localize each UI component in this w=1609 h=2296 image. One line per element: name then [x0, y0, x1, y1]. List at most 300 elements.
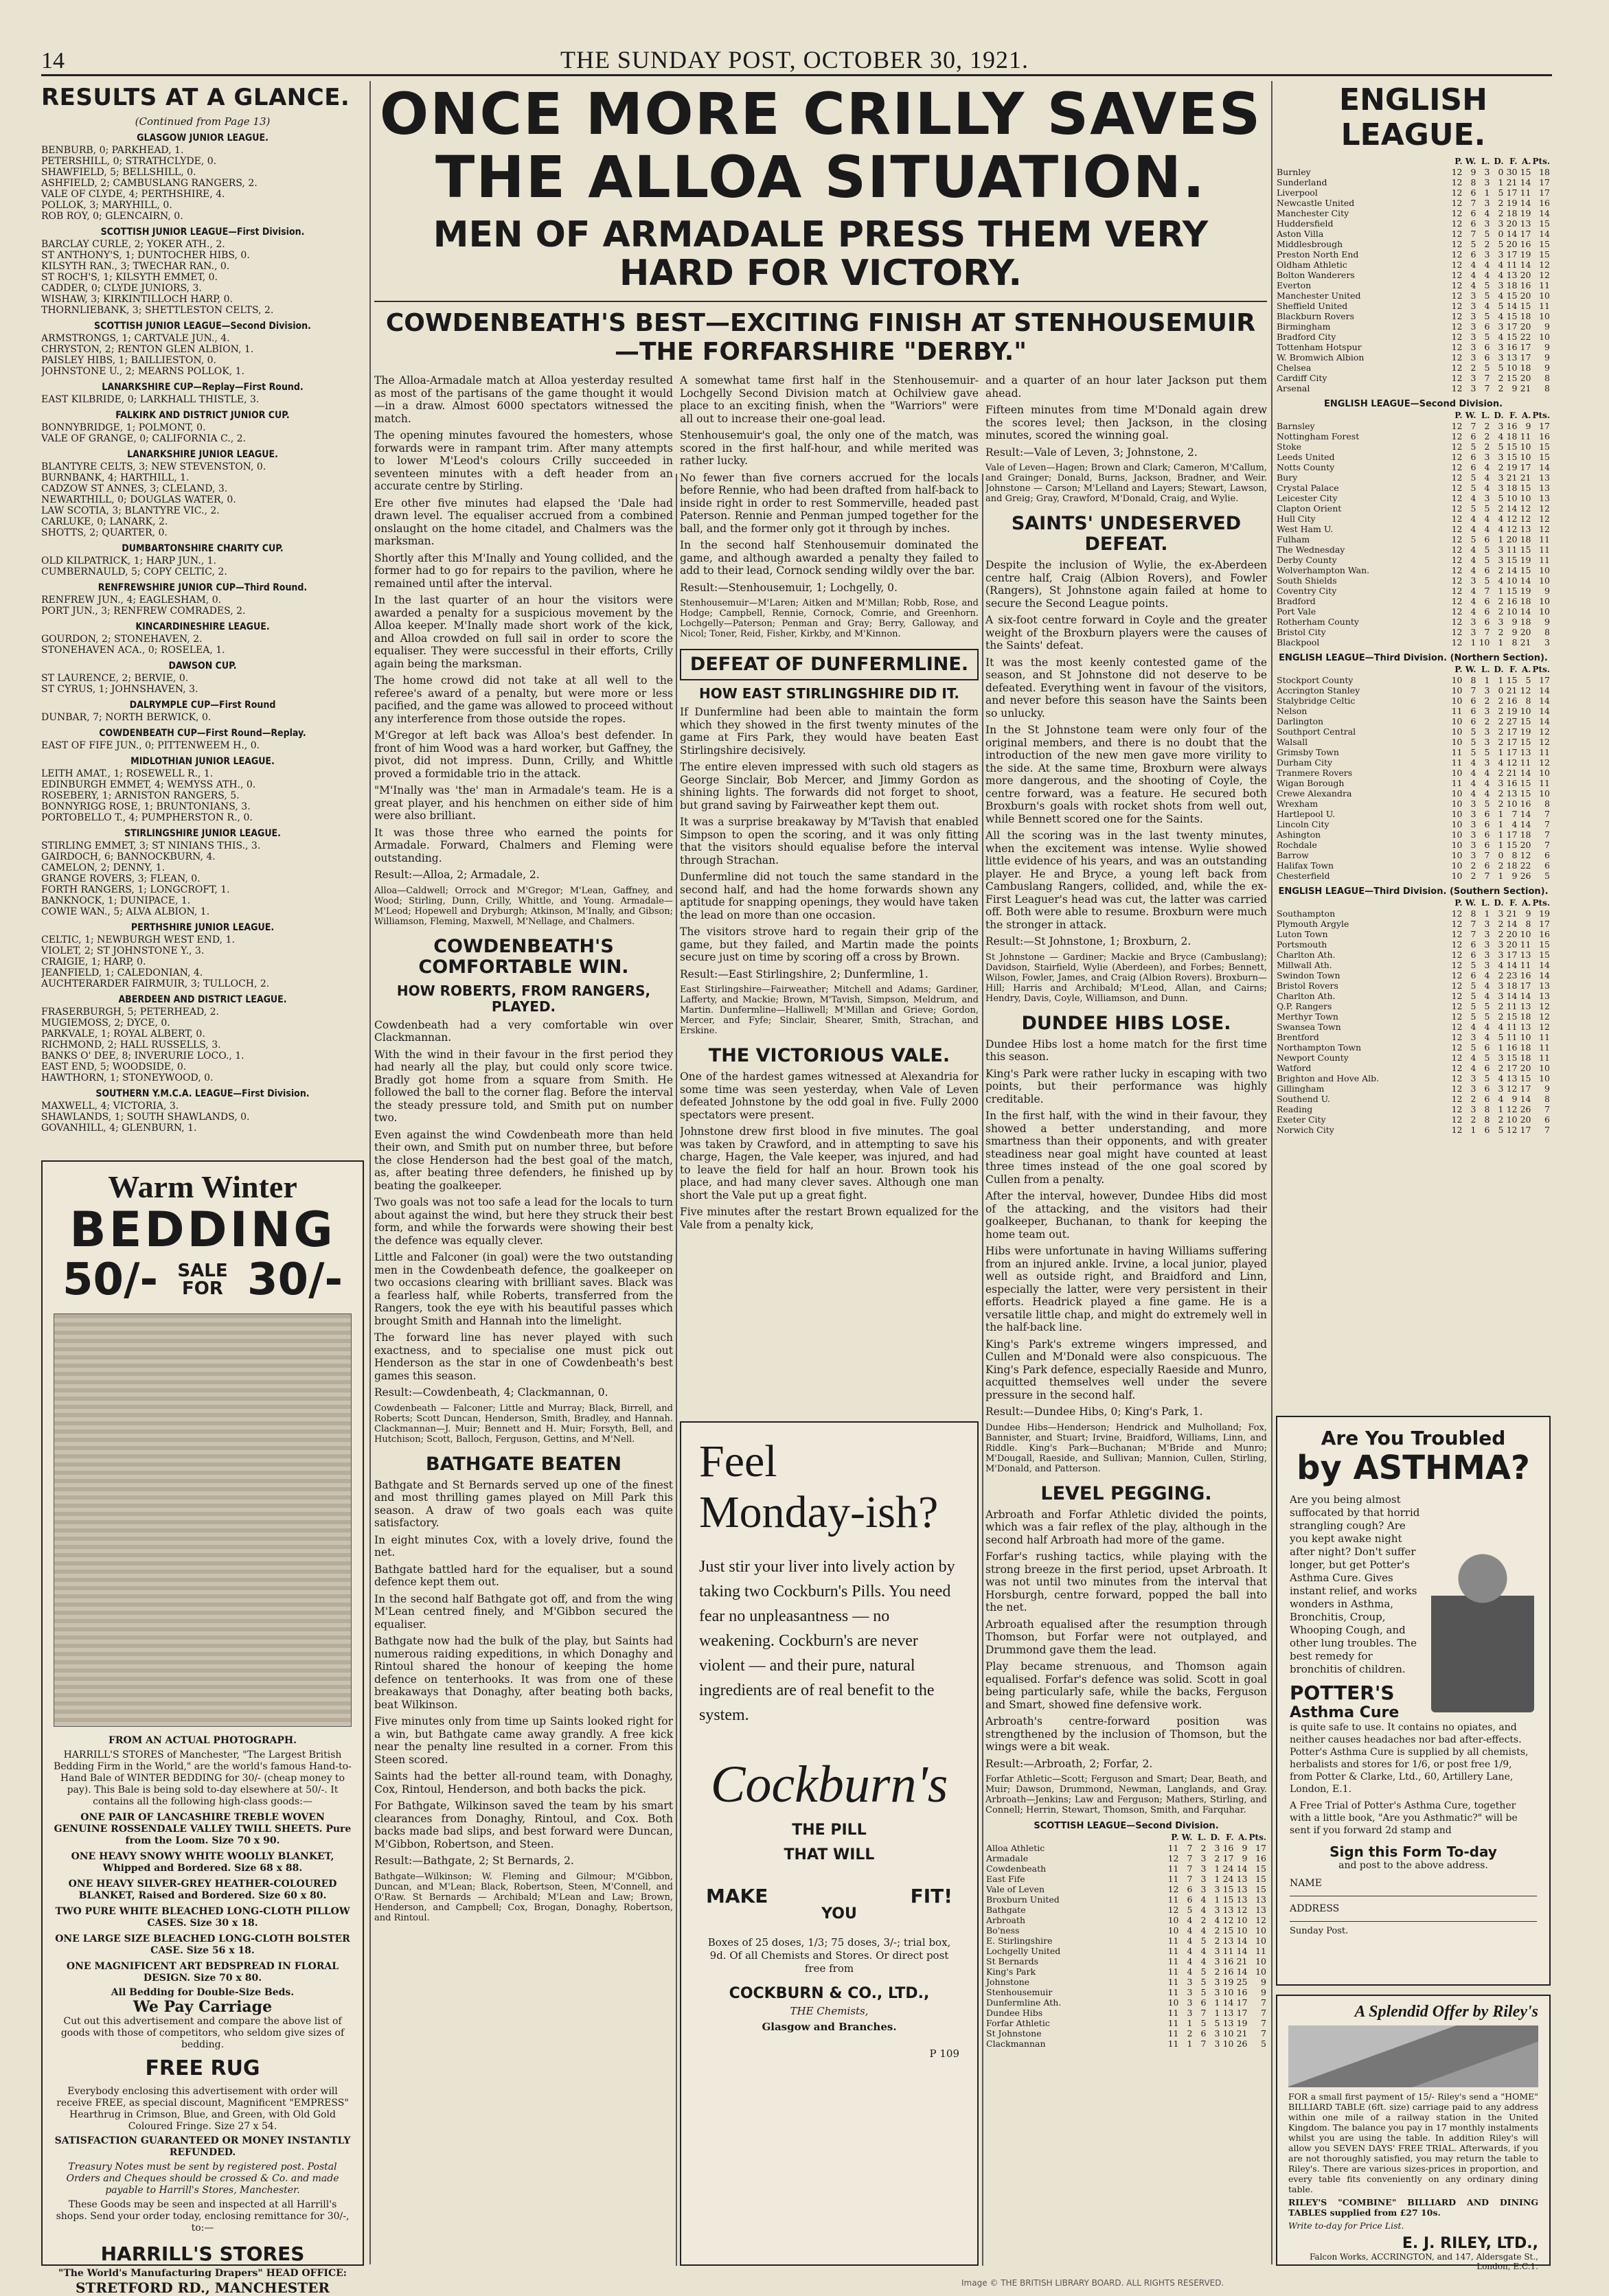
stat-cell: 14	[1520, 768, 1531, 778]
stat-cell: 3	[1470, 311, 1476, 321]
stat-cell: 12	[1451, 1104, 1463, 1114]
stat-cell: 17	[1506, 726, 1518, 737]
stat-cell: 10	[1451, 850, 1463, 860]
stat-cell: 0	[1498, 685, 1504, 696]
table-row	[985, 2039, 1267, 2049]
stat-cell: 9	[1511, 617, 1518, 627]
asthma-advertisement	[1276, 1416, 1551, 1986]
stat-cell: 3	[1214, 1884, 1220, 1894]
stat-cell: 6	[1470, 970, 1476, 980]
table-row	[1276, 239, 1551, 249]
team-name-cell: Blackburn Rovers	[1277, 311, 1355, 321]
table-row	[1276, 960, 1551, 970]
stat-cell: 2	[1498, 198, 1504, 208]
table-header-cell	[985, 1833, 1166, 1843]
stat-cell: 5	[1470, 1011, 1476, 1022]
stat-cell: 2	[1200, 1843, 1207, 1853]
team-name-cell: St Johnstone	[986, 2028, 1042, 2039]
stat-cell: 14	[1506, 229, 1518, 239]
result-line: SHAWFIELD, 5; BELLSHILL, 0.	[41, 167, 196, 178]
table-row	[1276, 829, 1551, 840]
result-line: LAW SCOTIA, 3; BLANTYRE VIC., 2.	[41, 505, 220, 516]
report-paragraph: In the second half Stenhousemuir dominated the game, and although awarded a penalty they failed to add to their lead, Cornock sending wildly over the bar.	[680, 539, 979, 577]
stat-cell: 8	[1484, 1104, 1490, 1114]
stat-cell: 12	[1451, 503, 1463, 514]
result-line: CRAIGIE, 1; HARP, 0.	[41, 956, 146, 967]
address-field[interactable]: ADDRESS	[1290, 1903, 1537, 1922]
stat-cell: 12	[1451, 177, 1463, 187]
stat-cell: 5	[1200, 1987, 1207, 1997]
stat-cell: 21	[1506, 177, 1518, 187]
stat-cell: 16	[1506, 421, 1518, 431]
stat-cell: 17	[1539, 919, 1550, 929]
stat-cell: 11	[1539, 280, 1550, 290]
stat-cell: 10	[1520, 1032, 1531, 1042]
team-name-cell: Barnsley	[1277, 421, 1315, 431]
stat-cell: 4	[1484, 1032, 1490, 1042]
stat-cell: 17	[1506, 829, 1518, 840]
stat-cell: 3	[1470, 809, 1476, 819]
table-row	[1276, 706, 1551, 716]
table-header-cell: Pts.	[1532, 898, 1550, 908]
stat-cell: 21	[1520, 472, 1531, 483]
stat-cell: 2	[1498, 596, 1504, 606]
stat-cell: 15	[1506, 840, 1518, 850]
team-name-cell: Charlton Ath.	[1277, 991, 1336, 1001]
stat-cell: 9	[1544, 617, 1550, 627]
stat-cell: 20	[1520, 1063, 1531, 1073]
stat-cell: 12	[1451, 301, 1463, 311]
stat-cell: 4	[1484, 778, 1490, 788]
stat-cell: 1	[1470, 1125, 1476, 1135]
stat-cell: 21	[1506, 768, 1518, 778]
table-row	[1276, 383, 1551, 393]
riley-advertisement	[1276, 1995, 1551, 2271]
stat-cell: 3	[1498, 352, 1504, 363]
stat-cell: 6	[1484, 819, 1490, 829]
stat-cell: 4	[1498, 1022, 1504, 1032]
report-paragraph: Despite the inclusion of Wylie, the ex-Aberdeen centre half, Craig (Albion Rovers), and Fowler (Rangers), St Johnstone again failed at home to secure the Second League points.	[985, 559, 1267, 610]
riley-head: A Splendid Offer by Riley's	[1354, 2003, 1538, 2021]
cockburn-head1: Feel	[699, 1436, 777, 1486]
team-name-cell: Portsmouth	[1277, 939, 1327, 950]
stat-cell: 14	[1539, 696, 1550, 706]
stat-cell: 14	[1506, 503, 1518, 514]
stat-cell: 9	[1511, 871, 1518, 881]
team-name-cell: Rotherham County	[1277, 617, 1359, 627]
stat-cell: 15	[1255, 1884, 1266, 1894]
table-row	[1276, 1053, 1551, 1063]
league-name: LANARKSHIRE CUP—Replay—First Round.	[102, 382, 304, 393]
team-name-cell: Dunfermline Ath.	[986, 1997, 1062, 2008]
stat-cell: 3	[1498, 555, 1504, 565]
stat-cell: 19	[1506, 462, 1518, 472]
stat-cell: 2	[1498, 706, 1504, 716]
stat-cell: 2	[1470, 1094, 1476, 1104]
stat-cell: 10	[1506, 493, 1518, 503]
english-league-column	[1276, 81, 1551, 1410]
stat-cell: 4	[1470, 555, 1476, 565]
team-name-cell: Barrow	[1277, 850, 1309, 860]
stat-cell: 14	[1520, 1094, 1531, 1104]
result-line: ROB ROY, 0; GLENCAIRN, 0.	[41, 211, 183, 222]
stat-cell: 12	[1451, 280, 1463, 290]
table-row	[1276, 524, 1551, 534]
result-line: RENFREW JUN., 4; EAGLESHAM, 0.	[41, 595, 222, 606]
result-line: MUGIEMOSS, 2; DYCE, 0.	[41, 1018, 170, 1029]
stat-cell: 4	[1470, 270, 1476, 280]
bedding-old-price: 50/-	[62, 1254, 158, 1305]
stat-cell: 18	[1520, 1011, 1531, 1022]
stat-cell: 4	[1484, 768, 1490, 778]
stat-cell: 12	[1451, 373, 1463, 383]
stat-cell: 1	[1498, 1104, 1504, 1114]
stat-cell: 12	[1451, 198, 1463, 208]
stat-cell: 10	[1222, 2039, 1234, 2049]
table-row	[1276, 270, 1551, 280]
stat-cell: 15	[1255, 1863, 1266, 1874]
stat-cell: 1	[1214, 2008, 1220, 2018]
stat-cell: 2	[1498, 1114, 1504, 1125]
table-header-cell: A.	[1238, 1833, 1248, 1842]
stat-cell: 14	[1520, 991, 1531, 1001]
stat-cell: 2	[1498, 1011, 1504, 1022]
cockburn-pill1: THE PILL	[792, 1822, 867, 1839]
team-name-cell: Everton	[1277, 280, 1312, 290]
stat-cell: 2	[1498, 383, 1504, 393]
stat-cell: 16	[1539, 431, 1550, 441]
report-paragraph: If Dunfermline had been able to maintain the form which they showed in the first twenty minutes of the game at Firs Park, they would have beaten East Stirlingshire decisively.	[680, 706, 979, 757]
league-name: MIDLOTHIAN JUNIOR LEAGUE.	[130, 756, 275, 767]
level-report	[985, 1508, 1267, 1754]
name-field[interactable]: NAME	[1290, 1878, 1537, 1896]
stat-cell: 5	[1470, 980, 1476, 991]
stat-cell: 4	[1484, 472, 1490, 483]
stat-cell: 4	[1511, 819, 1518, 829]
league-name: ABERDEEN AND DISTRICT LEAGUE.	[118, 994, 287, 1005]
stat-cell: 6	[1484, 1042, 1490, 1053]
league-name: LANARKSHIRE JUNIOR LEAGUE.	[127, 449, 278, 460]
stat-cell: 2	[1214, 1966, 1220, 1977]
table-row	[1276, 1083, 1551, 1094]
table-header-cell: P.	[1171, 1833, 1179, 1842]
stat-cell: 12	[1451, 596, 1463, 606]
stat-cell: 8	[1544, 1094, 1550, 1104]
stat-cell: 12	[1451, 929, 1463, 939]
stat-cell: 2	[1498, 768, 1504, 778]
cockburn-code: P 109	[929, 2047, 959, 2060]
english-div3n-table	[1276, 665, 1551, 881]
stat-cell: 5	[1470, 239, 1476, 249]
stat-cell: 17	[1520, 352, 1531, 363]
stat-cell: 11	[1167, 1977, 1179, 1987]
team-name-cell: Johnstone	[986, 1977, 1030, 1987]
stat-cell: 17	[1539, 421, 1550, 431]
stat-cell: 12	[1451, 260, 1463, 270]
result-line: CADDER, 0; CLYDE JUNIORS, 3.	[41, 283, 202, 294]
table-row	[1276, 373, 1551, 383]
stat-cell: 9	[1544, 342, 1550, 352]
table-row	[985, 1874, 1267, 1884]
table-row	[1276, 871, 1551, 881]
bedding-sale-label: SALE FOR	[177, 1261, 228, 1299]
results-continued: (Continued from Page 13)	[135, 115, 271, 128]
stat-cell: 4	[1470, 596, 1476, 606]
team-name-cell: Watford	[1277, 1063, 1312, 1073]
stat-cell: 4	[1470, 1022, 1476, 1032]
stat-cell: 3	[1484, 726, 1490, 737]
result-line: DUNBAR, 7; NORTH BERWICK, 0.	[41, 712, 212, 723]
report-paragraph: The home crowd did not take at all well to the referee's award of a penalty, but were more or less pacified, and the game was allowed to proceed without any interference from those outside the ropes.	[374, 674, 673, 725]
stat-cell: 10	[1451, 696, 1463, 706]
table-row	[1276, 850, 1551, 860]
stat-cell: 20	[1506, 239, 1518, 249]
table-row	[1276, 1042, 1551, 1053]
stat-cell: 2	[1214, 1853, 1220, 1863]
stenhousemuir-report	[680, 374, 979, 577]
stat-cell: 11	[1167, 2008, 1179, 2018]
stat-cell: 24	[1222, 1863, 1234, 1874]
team-name-cell: Ashington	[1277, 829, 1321, 840]
stat-cell: 6	[1484, 860, 1490, 871]
stat-cell: 12	[1539, 260, 1550, 270]
stat-cell: 13	[1222, 2018, 1234, 2028]
stat-cell: 14	[1520, 260, 1531, 270]
table-row	[985, 1946, 1267, 1956]
stat-cell: 14	[1520, 198, 1531, 208]
team-name-cell: Arsenal	[1277, 383, 1310, 393]
stat-cell: 6	[1470, 249, 1476, 260]
cockburn-prices: Boxes of 25 doses, 1/3; 75 doses, 3/-; trial box, 9d. Of all Chemists and Stores. Or direct post free from	[707, 1936, 951, 1975]
stat-cell: 7	[1261, 1997, 1266, 2008]
result-line: BANKS O' DEE, 8; INVERURIE LOCO., 1.	[41, 1051, 244, 1061]
team-name-cell: Middlesbrough	[1277, 239, 1343, 249]
result-line: BURNBANK, 4; HARTHILL, 1.	[41, 472, 190, 483]
stat-cell: 11	[1167, 1894, 1179, 1905]
stat-cell: 4	[1484, 524, 1490, 534]
stat-cell: 3	[1470, 840, 1476, 850]
table-row	[1276, 726, 1551, 737]
table-header-cell: Pts.	[1248, 1833, 1266, 1842]
stat-cell: 12	[1451, 229, 1463, 239]
stat-cell: 4	[1484, 462, 1490, 472]
report-paragraph: Arbroath and Forfar Athletic divided the points, which was a fair reflex of the play, although in the second half Arbroath had more of the game.	[985, 1508, 1267, 1546]
team-name-cell: Wrexham	[1277, 799, 1319, 809]
stat-cell: 6	[1470, 706, 1476, 716]
stat-cell: 15	[1520, 301, 1531, 311]
saints-headline: SAINTS' UNDESERVED DEFEAT.	[1011, 513, 1242, 555]
cockburn-branch: Glasgow and Branches.	[762, 2021, 897, 2033]
stat-cell: 13	[1539, 483, 1550, 493]
bathgate-result: Result:—Bathgate, 2; St Bernards, 2.	[374, 1855, 574, 1867]
stat-cell: 3	[1498, 939, 1504, 950]
bedding-seen: These Goods may be seen and inspected at all Harrill's shops. Send your order today, enclosing remittance for 30/-, to:—	[56, 2199, 350, 2234]
report-paragraph: King's Park were rather lucky in escaping with two points, but their performance was highly creditable.	[985, 1067, 1267, 1105]
team-name-cell: Lincoln City	[1277, 819, 1330, 829]
stat-cell: 3	[1484, 919, 1490, 929]
table-row	[985, 1977, 1267, 1987]
result-line: WISHAW, 3; KIRKINTILLOCH HARP, 0.	[41, 294, 233, 305]
stat-cell: 14	[1236, 1936, 1248, 1946]
table-header-cell: W.	[1465, 411, 1476, 420]
table-header-cell: D.	[1494, 411, 1504, 420]
stat-cell: 2	[1498, 1001, 1504, 1011]
stat-cell: 10	[1520, 441, 1531, 452]
stat-cell: 12	[1451, 555, 1463, 565]
stat-cell: 13	[1236, 1894, 1248, 1905]
result-line: BONNYRIGG ROSE, 1; BRUNTONIANS, 3.	[41, 801, 251, 812]
stat-cell: 6	[1484, 1125, 1490, 1135]
stat-cell: 11	[1539, 544, 1550, 555]
team-name-cell: Bo'ness	[986, 1925, 1020, 1936]
stat-cell: 7	[1470, 198, 1476, 208]
stat-cell: 21	[1520, 383, 1531, 393]
stat-cell: 4	[1187, 1956, 1193, 1966]
stat-cell: 3	[1498, 991, 1504, 1001]
table-row	[1276, 198, 1551, 208]
stat-cell: 10	[1222, 1987, 1234, 1997]
asthma-q2: by ASTHMA?	[1297, 1449, 1530, 1487]
result-line: ST ROCH'S, 1; KILSYTH EMMET, 0.	[41, 272, 218, 283]
stat-cell: 11	[1451, 778, 1463, 788]
stat-cell: 3	[1470, 1104, 1476, 1114]
stat-cell: 13	[1222, 1905, 1234, 1915]
stat-cell: 4	[1200, 1956, 1207, 1966]
dundee-result: Result:—Dundee Hibs, 0; King's Park, 1.	[985, 1405, 1203, 1418]
stat-cell: 15	[1520, 544, 1531, 555]
stat-cell: 12	[1451, 167, 1463, 177]
table-row	[1276, 167, 1551, 177]
report-paragraph: It was the most keenly contested game of the season, and St Johnstone did not deserve to be defeated. Everything went in favour of the visitors, and never before this season have the Saints been so unlucky.	[985, 656, 1267, 720]
stat-cell: 21	[1236, 2028, 1248, 2039]
table-row	[1276, 970, 1551, 980]
stat-cell: 12	[1539, 737, 1550, 747]
report-paragraph: Johnstone drew first blood in five minutes. The goal was taken by Crawford, and in attempting to save his charge, Hagen, the Vale keeper, was injured, and had to leave the field for half an hour. Brown took his place, and had many clever saves. Although one man short the Vale put up a great fight.	[680, 1125, 979, 1202]
vale-headline: THE VICTORIOUS VALE.	[708, 1045, 950, 1066]
stat-cell: 5	[1470, 747, 1476, 757]
bedding-item: TWO PURE WHITE BLEACHED LONG-CLOTH PILLOW CASES. Size 30 x 18.	[55, 1906, 350, 1929]
table-row	[985, 1863, 1267, 1874]
stat-cell: 21	[1520, 637, 1531, 647]
stat-cell: 11	[1539, 534, 1550, 544]
stat-cell: 14	[1236, 1863, 1248, 1874]
stat-cell: 11	[1167, 2018, 1179, 2028]
stat-cell: 8	[1544, 373, 1550, 383]
stat-cell: 1	[1484, 187, 1490, 198]
dundee-teams: Dundee Hibs—Henderson; Hendrick and Mulholland; Fox, Bannister, and Stuart; Irvine, Braidford, Williams, Linn, and Riddle. King's Park—Buchanan; M'Bride and Munro; M'Dougall, Raeside, and Sullivan; Mannion, Cullen, Stirling, M'Donald, and Patterson.	[985, 1422, 1267, 1474]
stat-cell: 5	[1484, 229, 1490, 239]
stat-cell: 1	[1498, 840, 1504, 850]
english-div1-table	[1276, 157, 1551, 393]
table-row	[985, 1915, 1267, 1925]
stat-cell: 8	[1470, 908, 1476, 919]
stat-cell: 12	[1451, 1125, 1463, 1135]
stat-cell: 14	[1506, 991, 1518, 1001]
table-row	[1276, 737, 1551, 747]
stat-cell: 10	[1451, 860, 1463, 871]
stat-cell: 12	[1451, 534, 1463, 544]
stat-cell: 7	[1544, 1125, 1550, 1135]
stat-cell: 7	[1261, 2018, 1266, 2028]
stat-cell: 12	[1451, 544, 1463, 555]
stat-cell: 5	[1187, 1905, 1193, 1915]
team-name-cell: Huddersfield	[1277, 218, 1334, 229]
team-name-cell: Bradford	[1277, 596, 1316, 606]
stat-cell: 5	[1498, 441, 1504, 452]
table-header-row	[1276, 157, 1551, 167]
stat-cell: 4	[1187, 1936, 1193, 1946]
stat-cell: 13	[1539, 991, 1550, 1001]
stat-cell: 7	[1470, 919, 1476, 929]
stat-cell: 9	[1544, 586, 1550, 596]
stat-cell: 8	[1544, 799, 1550, 809]
cockburn-pill2: THAT WILL	[784, 1846, 875, 1863]
team-name-cell: Clackmannan	[986, 2039, 1046, 2049]
stat-cell: 10	[1506, 606, 1518, 617]
stat-cell: 5	[1484, 1001, 1490, 1011]
league-name: DAWSON CUP.	[168, 661, 237, 671]
result-line: STIRLING EMMET, 3; ST NINIANS THIS., 3.	[41, 840, 261, 851]
stat-cell: 12	[1451, 617, 1463, 627]
stat-cell: 18	[1520, 1053, 1531, 1063]
table-header-cell: P.	[1454, 157, 1463, 166]
stat-cell: 2	[1498, 696, 1504, 706]
stat-cell: 21	[1506, 908, 1518, 919]
stat-cell: 13	[1506, 270, 1518, 280]
stat-cell: 0	[1498, 167, 1504, 177]
table-row	[1276, 980, 1551, 991]
stat-cell: 13	[1222, 1936, 1234, 1946]
table-row	[1276, 290, 1551, 301]
stat-cell: 10	[1236, 1915, 1248, 1925]
stat-cell: 11	[1539, 301, 1550, 311]
stat-cell: 10	[1451, 737, 1463, 747]
stat-cell: 3	[1498, 778, 1504, 788]
stat-cell: 17	[1506, 747, 1518, 757]
stat-cell: 10	[1167, 1915, 1179, 1925]
team-name-cell: Liverpool	[1277, 187, 1318, 198]
dundee-report	[985, 1038, 1267, 1402]
result-line: COWIE WAN., 5; ALVA ALBION, 1.	[41, 906, 210, 917]
stat-cell: 4	[1484, 260, 1490, 270]
result-line: POLLOK, 3; MARYHILL, 0.	[41, 200, 172, 211]
results-column	[41, 81, 364, 1152]
result-line: EAST OF FIFE JUN., 0; PITTENWEEM H., 0.	[41, 740, 260, 751]
stat-cell: 9	[1261, 1977, 1266, 1987]
stat-cell: 10	[1451, 685, 1463, 696]
stat-cell: 14	[1506, 565, 1518, 575]
stat-cell: 3	[1470, 829, 1476, 840]
stat-cell: 12	[1451, 352, 1463, 363]
result-line: CHRYSTON, 2; RENTON GLEN ALBION, 1.	[41, 344, 254, 355]
result-line: OLD KILPATRICK, 1; HARP JUN., 1.	[41, 555, 216, 566]
result-line: KILSYTH RAN., 3; TWECHAR RAN., 0.	[41, 261, 230, 272]
stat-cell: 13	[1506, 352, 1518, 363]
stat-cell: 5	[1484, 290, 1490, 301]
team-name-cell: Cowdenbeath	[986, 1863, 1047, 1874]
asthma-paper: Sunday Post.	[1290, 1926, 1349, 1936]
result-line: PORTOBELLO T., 4; PUMPHERSTON R., 0.	[41, 812, 253, 823]
table-header-cell: F.	[1509, 157, 1518, 166]
team-name-cell: Gillingham	[1277, 1083, 1325, 1094]
stat-cell: 4	[1470, 778, 1476, 788]
stat-cell: 3	[1498, 472, 1504, 483]
stat-cell: 4	[1498, 260, 1504, 270]
table-row	[1276, 229, 1551, 239]
result-line: RICHMOND, 2; HALL RUSSELLS, 3.	[41, 1040, 221, 1051]
stat-cell: 18	[1520, 1042, 1531, 1053]
stat-cell: 1	[1498, 747, 1504, 757]
